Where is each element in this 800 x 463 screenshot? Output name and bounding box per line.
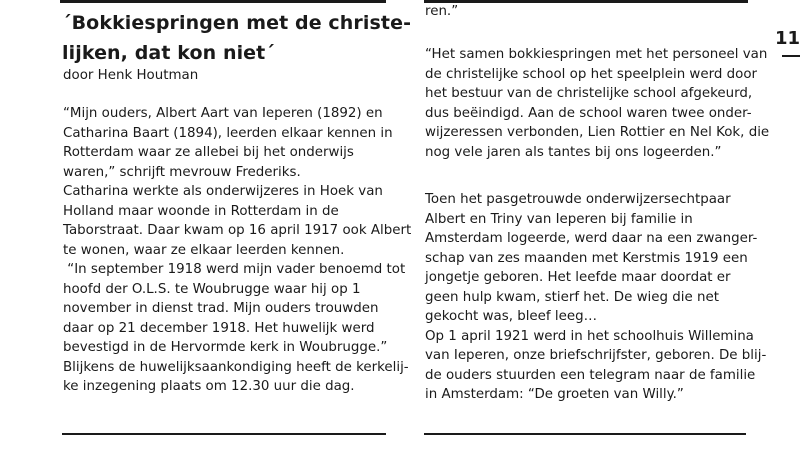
right-line: nog vele jaren als tantes bij ons logeerden.”	[425, 144, 722, 160]
left-line: Taborstraat. Daar kwam op 16 april 1917 ook Albert	[63, 223, 412, 238]
right-line: de christelijke school op het speelplein werd door	[425, 66, 758, 82]
right-line: “Het samen bokkiespringen met het personeel van	[425, 47, 768, 62]
left-line: “In september 1918 werd mijn vader benoemd tot	[63, 262, 406, 277]
page-number: 11	[774, 28, 800, 49]
right-line: geen hulp kwam, stierf het. De wieg die net	[425, 289, 719, 305]
byline: door Henk Houtman	[63, 68, 199, 83]
bottom-rule-left	[62, 433, 386, 435]
left-line: Holland maar woonde in Rotterdam in de	[63, 203, 339, 219]
left-line: “Mijn ouders, Albert Aart van Ieperen (1892) en	[63, 106, 383, 121]
right-line: jongetje geboren. Het leefde maar doordat er	[425, 270, 731, 285]
right-line: Amsterdam logeerde, werd daar na een zwanger-	[425, 231, 758, 246]
left-line: ke inzegening plaats om 12.30 uur die dag.	[63, 379, 355, 394]
title-line-2: lijken, dat kon niet´	[62, 42, 275, 64]
left-line: Blijkens de huwelijksaankondiging heeft de kerkelij-	[63, 359, 409, 375]
left-line: daar op 21 december 1918. Het huwelijk werd	[63, 320, 375, 336]
left-line: te wonen, waar ze elkaar leerden kennen.	[63, 242, 345, 258]
left-line: Rotterdam waar ze allebei bij het onderwijs	[63, 145, 354, 160]
left-line: Catharina werkte als onderwijzeres in Hoek van	[63, 184, 383, 199]
left-line: hoofd der O.L.S. te Woubrugge waar hij op 1	[63, 281, 361, 297]
right-column-paragraph-1	[425, 45, 769, 162]
left-line: bevestigd in de Hervormde kerk in Woubrugge.”	[63, 340, 388, 355]
right-line: wijzeressen verbonden, Lien Rottier en Nel Kok, die	[425, 125, 770, 140]
article-title	[62, 8, 411, 68]
title-line-1: ´Bokkiespringen met de christe-	[62, 12, 412, 34]
right-line: Op 1 april 1921 werd in het schoolhuis Willemina	[425, 328, 754, 344]
right-line: het bestuur van de christelijke school afgekeurd,	[425, 86, 753, 101]
right-line: in Amsterdam: “De groeten van Willy.”	[425, 387, 684, 402]
right-line: van Ieperen, onze briefschrijfster, geboren. De blij-	[425, 348, 767, 363]
right-line: Toen het pasgetrouwde onderwijzersechtpaar	[425, 192, 731, 207]
right-line: dus beëindigd. Aan de school waren twee onder-	[425, 105, 752, 121]
right-line: schap van zes maanden met Kerstmis 1919 een	[425, 250, 748, 266]
left-line: november in dienst trad. Mijn ouders trouwden	[63, 301, 379, 316]
right-line: gekocht was, bleef leeg…	[425, 309, 597, 324]
right-column-top	[425, 2, 458, 22]
right-line: de ouders stuurden een telegram naar de familie	[425, 367, 756, 383]
page-number-rule	[782, 55, 800, 57]
left-column	[63, 104, 411, 397]
top-rule-left	[60, 0, 386, 3]
top-rule-right	[424, 0, 748, 3]
right-column-paragraph-2	[425, 190, 766, 405]
bottom-rule-right	[424, 433, 746, 435]
left-line: waren,” schrijft mevrouw Frederiks.	[63, 164, 301, 180]
continued-line: ren.”	[425, 4, 459, 19]
left-line: Catharina Baart (1894), leerden elkaar kennen in	[63, 125, 393, 141]
right-line: Albert en Triny van Ieperen bij familie in	[425, 211, 693, 227]
